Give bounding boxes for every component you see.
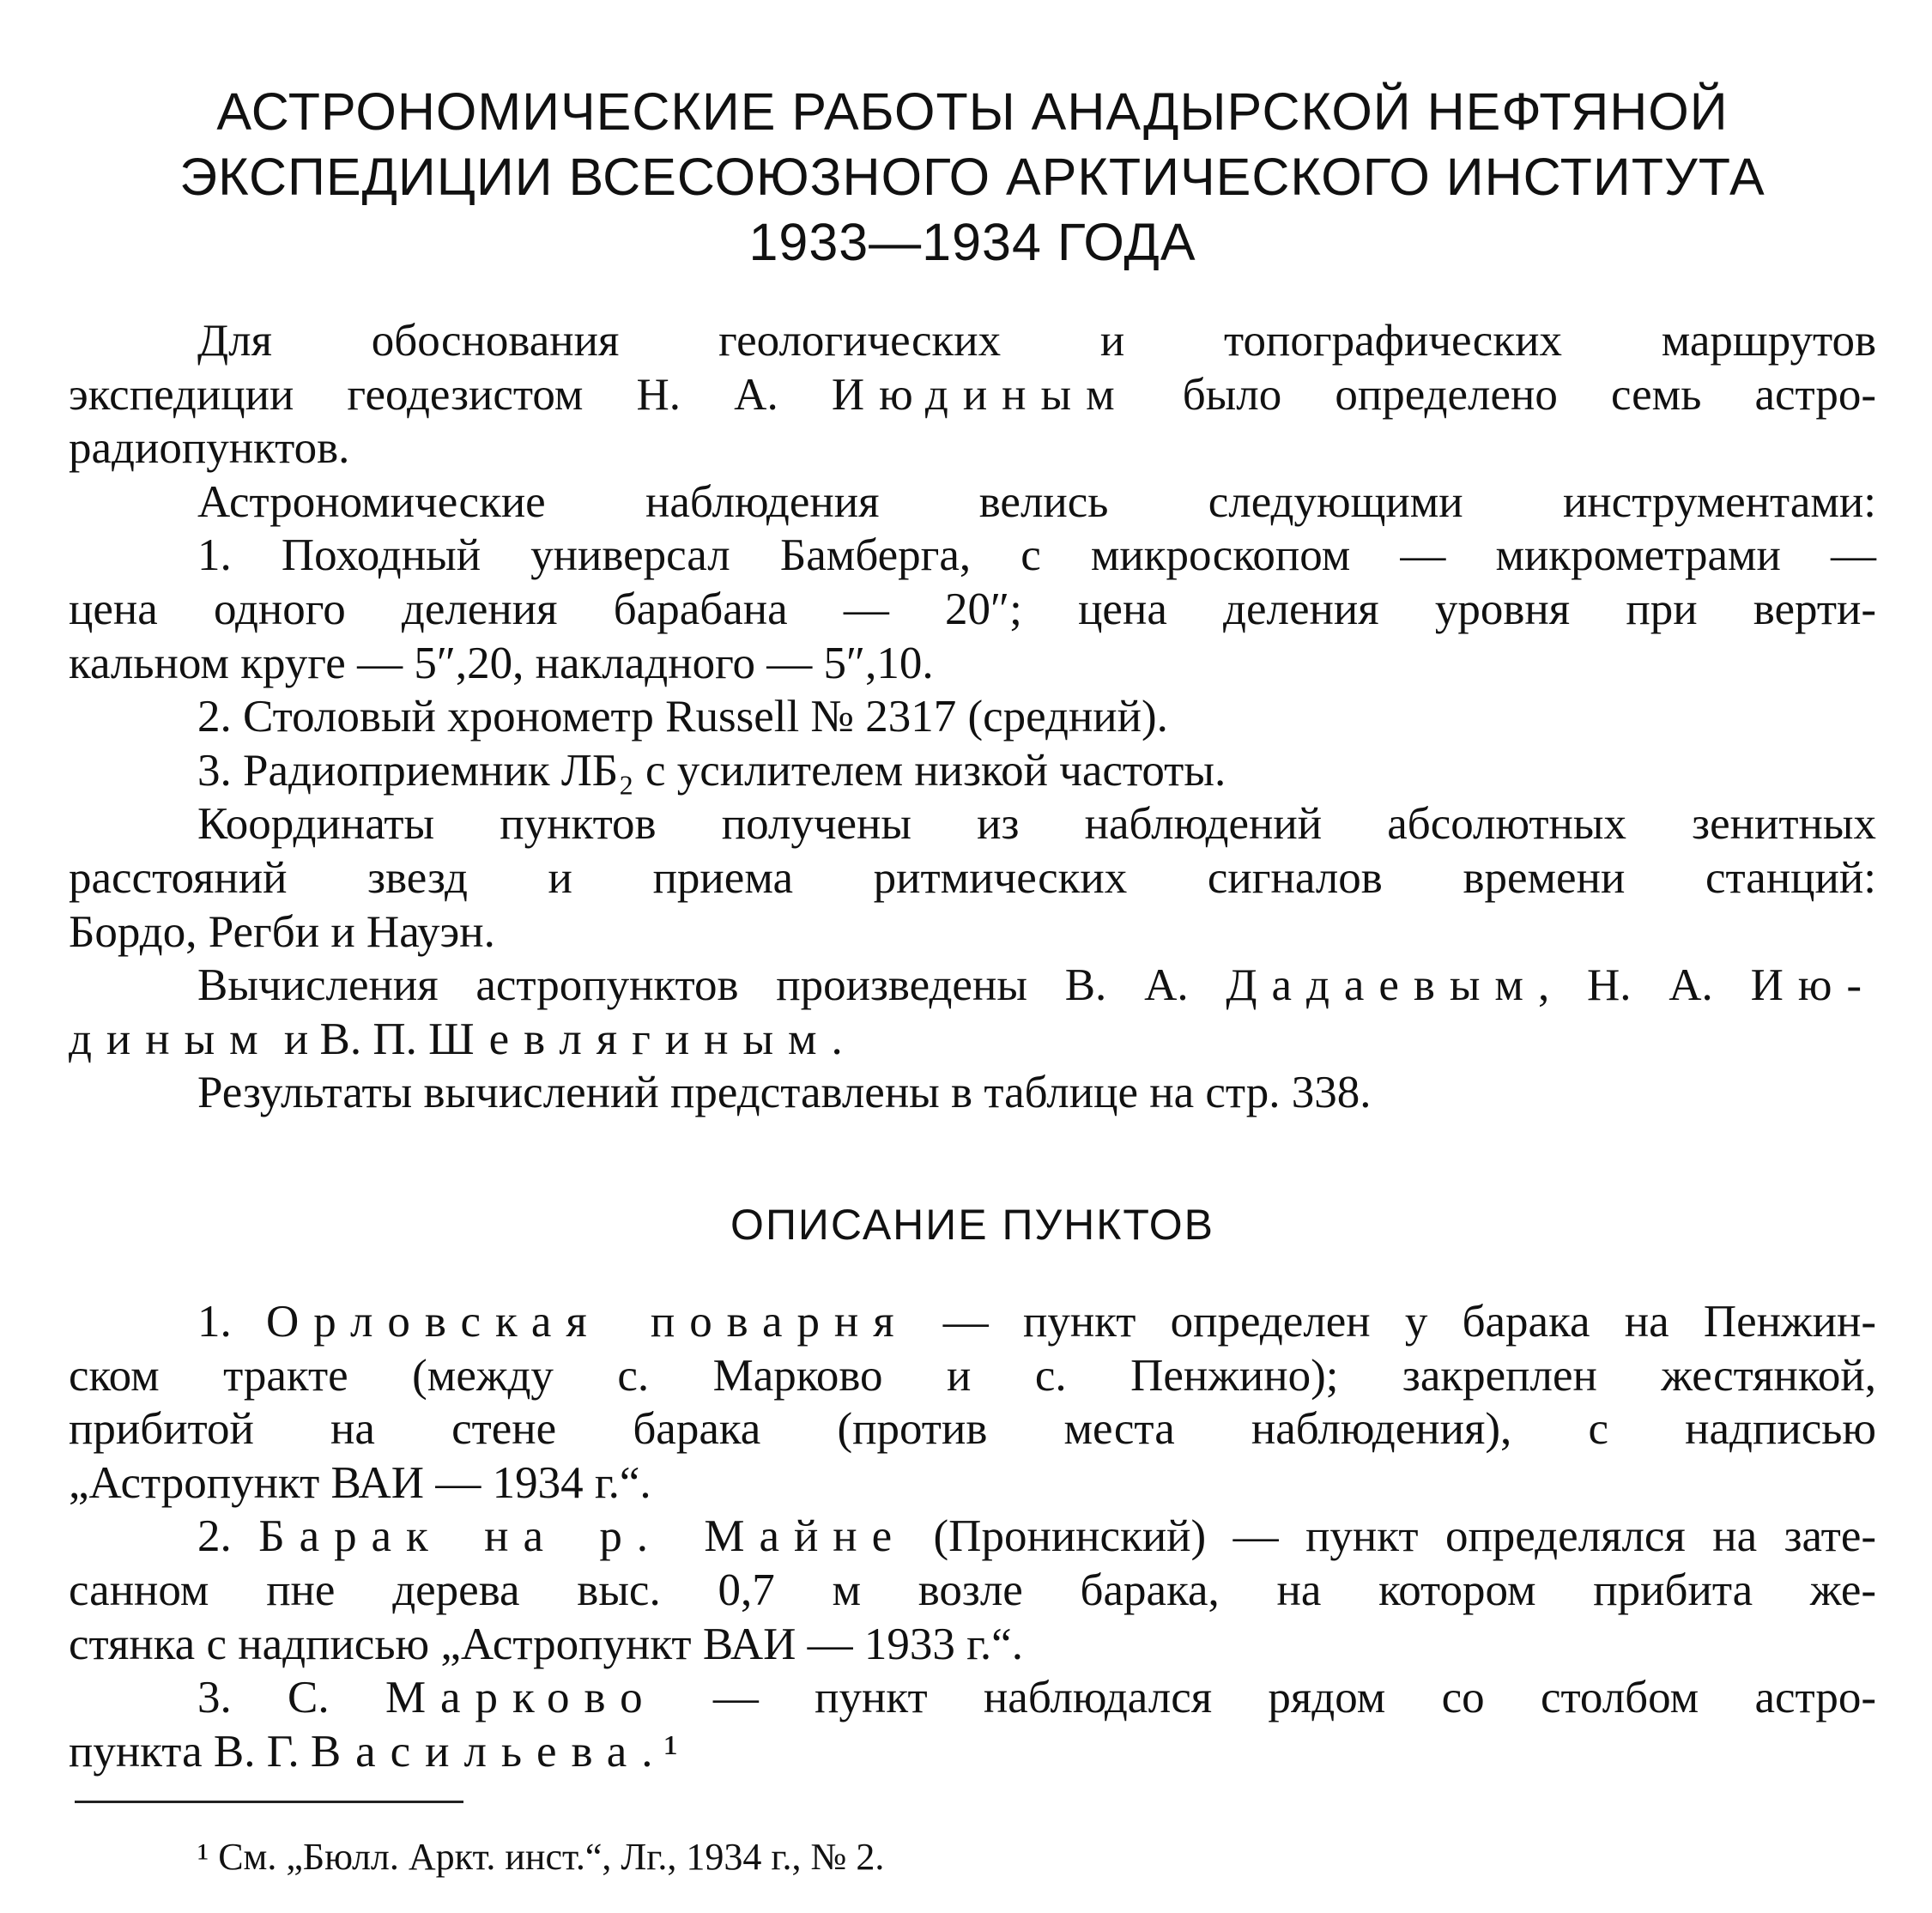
points-description [69, 1295, 1876, 1778]
text-segment: кальном круге — 5″,20, накладного — 5″,10. [69, 638, 934, 688]
text-segment: пункта В. Г. [69, 1726, 311, 1777]
spaced-name: диным [69, 1014, 273, 1064]
spaced-name: Дадаевым [1226, 960, 1538, 1011]
text-line [69, 314, 1876, 368]
text-segment: радиопунктов. [69, 423, 350, 474]
spaced-name: Июдиным [831, 369, 1130, 420]
text-line [69, 1510, 1876, 1564]
spaced-name: Шевлягиным [428, 1014, 832, 1064]
text-line [69, 905, 1876, 960]
text-line [69, 368, 1876, 422]
text-line [69, 690, 1876, 744]
text-segment: экспедиции геодезистом Н. А. [69, 369, 832, 420]
text-segment: 2. [197, 1511, 259, 1562]
text-segment: Вычисления астропунктов произведены В. А. [197, 960, 1226, 1011]
title-line: 1933—1934 ГОДА [748, 213, 1196, 271]
text-segment: — пункт наблюдался рядом со столбом астро- [657, 1673, 1876, 1723]
text-line [69, 529, 1876, 583]
text-line [69, 959, 1876, 1013]
text-segment: санном пне дерева выс. 0,7 м возле барака, на котором прибита же- [69, 1565, 1876, 1615]
text-segment: Бордо, Регби и Науэн. [69, 906, 495, 957]
text-line [69, 1456, 1876, 1510]
text-line [69, 1618, 1876, 1672]
text-segment: и В. П. [272, 1014, 429, 1064]
document-title [69, 79, 1876, 275]
text-line [69, 1671, 1876, 1725]
text-segment: 1. Походный универсал Бамберга, с микроскопом — микрометрами — [197, 530, 1876, 581]
text-segment: — пункт определен у барака на Пенжин- [908, 1297, 1877, 1347]
text-line [69, 1725, 1876, 1779]
text-segment: Астрономические наблюдения велись следующими инструментами: [197, 476, 1876, 527]
text-segment: Координаты пунктов получены из наблюдений абсолютных зенитных [197, 799, 1876, 850]
text-segment: . [831, 1014, 843, 1064]
footnote-divider [75, 1801, 463, 1803]
text-segment: 1. [197, 1297, 266, 1347]
text-segment: 3. Радиоприемник ЛБ₂ с усилителем низкой частоты. [197, 745, 1226, 796]
text-segment: 2. Столовый хронометр Russell № 2317 (средний). [197, 692, 1168, 742]
text-segment: (Пронинский) — пункт определялся на зате- [906, 1511, 1876, 1562]
text-line [69, 744, 1876, 798]
section-heading: ОПИСАНИЕ ПУНКТОВ [730, 1201, 1214, 1249]
footnote: ¹ См. „Бюлл. Аркт. инст.“, Лг., 1934 г., № 2. [197, 1836, 885, 1878]
text-line [69, 1295, 1876, 1349]
spaced-name: Васильева [310, 1726, 642, 1777]
text-line [69, 1013, 1876, 1067]
text-segment: расстояний звезд и приема ритмических сигналов времени станций: [69, 852, 1876, 903]
text-segment: Результаты вычислений представлены в таблице на стр. 338. [197, 1068, 1372, 1118]
spaced-name: Барак на р. Майне [258, 1511, 907, 1562]
text-segment: цена одного деления барабана — 20″; цена деления уровня при верти- [69, 584, 1876, 634]
spaced-name: Марково [385, 1673, 657, 1723]
text-line [69, 475, 1876, 530]
text-line [69, 637, 1876, 691]
text-line [69, 1402, 1876, 1456]
spaced-name: Орловская поварня [265, 1297, 909, 1347]
text-segment: . ¹ [641, 1726, 678, 1777]
text-segment: было определено семь астро- [1129, 369, 1876, 420]
text-segment: ском тракте (между с. Марково и с. Пенжино); закреплен жестянкой, [69, 1350, 1876, 1401]
text-segment: „Астропункт ВАИ — 1934 г.“. [69, 1457, 651, 1508]
spaced-name: Ию- [1750, 960, 1876, 1011]
text-line [69, 583, 1876, 637]
title-line: ЭКСПЕДИЦИИ ВСЕСОЮЗНОГО АРКТИЧЕСКОГО ИНСТИТУТА [179, 148, 1765, 206]
text-segment: стянка с надписью „Астропункт ВАИ — 1933 г.“. [69, 1619, 1023, 1669]
text-segment: 3. С. [197, 1673, 385, 1723]
text-line [69, 1349, 1876, 1403]
text-line [69, 1564, 1876, 1618]
title-line: АСТРОНОМИЧЕСКИЕ РАБОТЫ АНАДЫРСКОЙ НЕФТЯНОЙ [216, 82, 1729, 141]
text-segment: прибитой на стене барака (против места наблюдения), с надписью [69, 1404, 1876, 1455]
text-segment: , Н. А. [1537, 960, 1751, 1011]
intro-text [69, 314, 1876, 1120]
text-line [69, 421, 1876, 475]
text-line [69, 797, 1876, 851]
text-line [69, 851, 1876, 905]
text-segment: Для обоснования геологических и топографических маршрутов [197, 316, 1876, 366]
text-line [69, 1066, 1876, 1120]
